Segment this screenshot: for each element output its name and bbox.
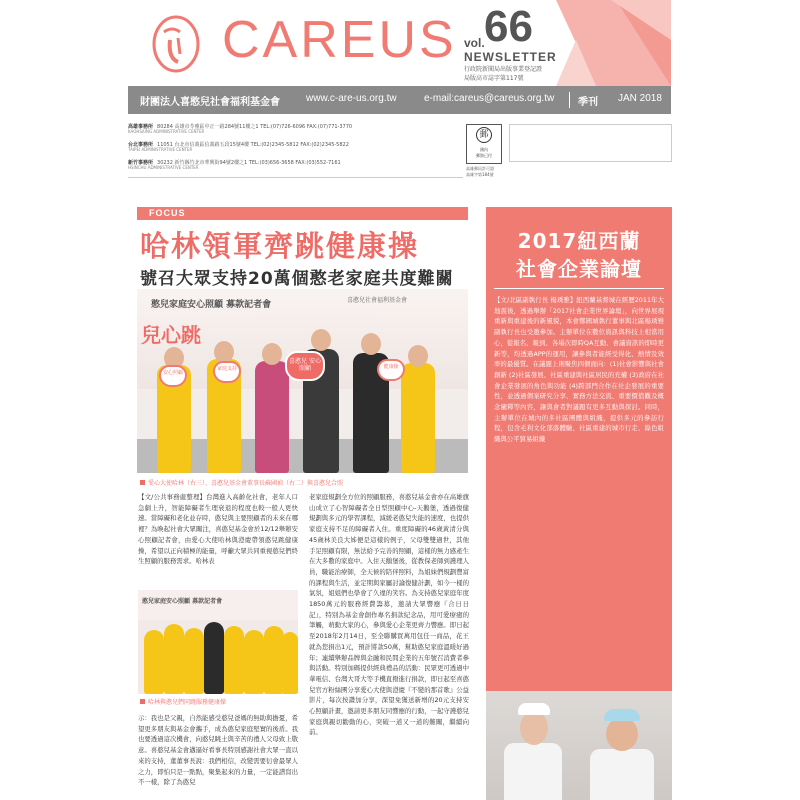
registration-line-1: 行政院新聞局出版事業登記證 [464, 66, 543, 73]
section-label: FOCUS [149, 208, 186, 218]
heart-sign: 安心照顧 [159, 365, 187, 387]
hair-net [604, 709, 640, 721]
address-row: 新竹事務所 30232 新竹縣竹北市華興街94號2樓之1 TEL:(03)656-3658 FAX:(03)552-7161 HSINCHU ADMINISTRATIVE CENTER [128, 160, 341, 170]
caption-bullet-icon [140, 480, 145, 485]
person [144, 630, 164, 694]
photo-caption: 哈林與憨兒們同跳服務健康操 [140, 697, 226, 706]
issue-number: 66 [484, 2, 533, 51]
article-photo-2 [138, 590, 298, 694]
newsletter-label: NEWSLETTER [464, 50, 557, 64]
heart-sign: 家庭支持 [213, 361, 241, 383]
article-photo-1 [137, 289, 468, 473]
address-row: 高雄事務所 80284 高雄市苓雅區中正一路284號11樓之1 TEL:(07)726-6096 FAX:(07)771-3770 KAOHSIUNG ADMINISTRATIVE CENTER [128, 124, 353, 134]
registration-line-2: 局版高市誌字第117號 [464, 75, 524, 82]
sidebar-title-line-1: 2017紐西蘭 [517, 229, 641, 253]
info-bar [128, 86, 671, 114]
person [401, 363, 435, 473]
section-label-bar [137, 207, 468, 220]
frequency-label: 季刊 [578, 97, 598, 108]
backdrop-word: 兒心跳 [141, 323, 201, 347]
logo-text: CAREUS [222, 11, 457, 69]
person [184, 628, 204, 694]
headline: 哈林領軍齊跳健康操 [140, 229, 420, 263]
email-link[interactable]: e-mail:careus@careus.org.tw [424, 93, 555, 104]
person [255, 361, 289, 473]
org-name: 財團法人喜憨兒社會福利基金會 [140, 97, 280, 108]
person [264, 626, 284, 694]
person [244, 630, 264, 694]
person [164, 624, 184, 694]
backdrop-title: 憨兒家庭安心照顧 募款記者會 [142, 598, 223, 605]
website-link[interactable]: www.c-are-us.org.tw [306, 93, 397, 104]
article-column-3: 示：我也是父親，自然能感受憨兒爸媽的無助與擔憂，希望更多朋友與基金會攜手，成為憨兒家庭堅實的後盾。我也要透過這次機會，向憨兒眺土與辛苦的禮人父母致上敬意。喜憨兒基金會邁逼好看事長特別感謝社會大眾一直以來的支持，董董事長說：我們相信，改變需要衍會最眾人之力，即怕只是一點點，聚集起來的力量，一定能譜寫出不一樣，除了為憨兒 [138, 714, 298, 787]
person [504, 743, 562, 800]
divider [569, 92, 570, 108]
divider [494, 288, 664, 289]
heart-sign: 健康操 [377, 359, 405, 381]
sidebar-title-line-2: 社會企業論壇 [516, 257, 642, 281]
masthead [128, 0, 671, 86]
heart-sign: 喜憨兒 安心照顧 [285, 351, 325, 381]
sidebar-article [486, 207, 672, 800]
person [590, 749, 654, 800]
address-row: 台北事務所 11051 台北市信義區信義路五段15號4樓 TEL:(02)2345-5812 FAX:(02)2345-5822 TAIPEI ADMINISTRATIVE CENTER [128, 142, 349, 152]
divider [128, 177, 463, 178]
chef-hat [518, 703, 550, 715]
caption-bullet-icon [140, 699, 145, 704]
article-column-2: 老家庭規劃全方位的照顧服務，喜憨兒基金會亦在高雄旗山成立了心智障礙者全日型照顧中心-天鵝堡，透過復健規劃與多元的學習課程，減緩老憨兒失能的速度，也提供家庭支持不足的障礙者入住。重度障礙的46歲黃清分與45歲林美良大姊便是這樣的例子，父母雙雙過世，其他手足照顧有限，無法給予完善的照顧，這樣的無力感產生在大多數的家庭中。入住天鵝堡後，從教保老師到護理人員，職能治療師，全天候的陪伴照料，為姐妹們規劃豐富的課程與生活，並定期與家屬討論復健計劃，如今一樣的氣氛，姐姐們也學會了久違的笑容。為支持憨兒家庭年度1850萬元的服務經費籌募，邀請大眾響應『合日日記』，特別為基金會創作專名捐款紀念品，用可愛療癒的筆觸，萌動大家的心，參與愛心企業更齊力響應。即日起至2018年2月14日，至全聯購買萬用包任一商品，花王就為您捐出1元，預計將款50萬，幫助憨兒家庭溫暖好過年；連續舉辦品牌與金融和民間企業的五年號召消費者參與活動。特別加碼提供經典禮品的活動：民眾更可透過中華電信、台灣大哥大等手機直撥進行捐款，即日起至喜憨兒官方粉絲團分享愛心大使與澄慶『不變的那首歌』公益影片，每次按讚加分享，深望免獲送新增的20元支持安心照顧計畫，邀請更多朋友同響應的行動，一起守護憨兒家庭與親切勸動的心，突破一道又一道的難關，繼續向前。 [309, 493, 469, 737]
backdrop-org: 喜憨兒社會福利基金會 [347, 297, 408, 304]
photo-caption: 愛心大使哈林（右三）、喜憨兒基金會董事長蘇國禎（右二）與喜憨兒合照 [140, 478, 343, 487]
vol-label: vol. [464, 36, 485, 50]
sidebar-text-1: 【文/北區副執行長 楊琇雅】紐西蘭基督城在經歷2011年大地震後，透過舉辦「2017社會企業世界論壇」，向世界展現重新與重建後的新風貌，本會鄭國城執行董事與北區楊琇雅副執行長也受邀參加。主辦單位在數位資訊與科技上相當用心，從報名、報到、各場次即時QA互動、會議資訊的即時更新等，均透過APP的運用，讓參與者能經受得化、熱情及效率的最優質。在議題上則聚焦四個面向：(1)社會影響與社會創新 (2)社區發展、社區重建與社區居民的充權 (3)政府在社會企業發展的角色與功能 (4)跨部門合作在社企發展的重要性，並透過個案研究分享、實務方法交流、重要價值觀及概念闡釋等內容，讓與會者對議題有更多互動與探討。同時，主辦單位在城內的多社區團體與組織，提供多元的參訪行程，包含毛利文化部落體驗、社區重建的城市行走、綠色組織與公平貿易組織 [494, 296, 664, 444]
article-column-1: 【文/公共事務處整理】台灣進入高齡化社會，老年人口急劇上升，智能障礙者生理衰退的程度也較一般人更快速。當障礙和老化並存時，憨兒與主要照顧者的未來在哪裡？為喚起社會大眾關注，喜憨兒基金會於12/12舉辦安心照顧記者會，由愛心大使哈林與澄慶帶領憨兒跳健康操，希望以正向積極的能量，呼籲大眾共同重視憨兒們終生照顧的服務需求。哈林表 [138, 493, 298, 566]
issue-date: JAN 2018 [618, 93, 662, 104]
careus-logo-icon [150, 10, 202, 76]
backdrop-title: 憨兒家庭安心照顧 募款記者會 [151, 300, 272, 310]
decorative-triangles [556, 0, 671, 86]
postal-permit: 高雄郵局許可證 高雄字第184號 [466, 166, 494, 177]
sidebar-photo [486, 691, 672, 800]
subheadline: 號召大眾支持20萬個憨老家庭共度難關 [140, 269, 454, 289]
address-list [128, 123, 463, 172]
post-stamp-icon: 郵 [476, 127, 492, 143]
person [282, 632, 298, 694]
person [224, 626, 244, 694]
person [204, 622, 224, 694]
postage-stamp: 郵 國內 郵資已付 [466, 124, 502, 164]
mailing-label-box [509, 124, 672, 162]
